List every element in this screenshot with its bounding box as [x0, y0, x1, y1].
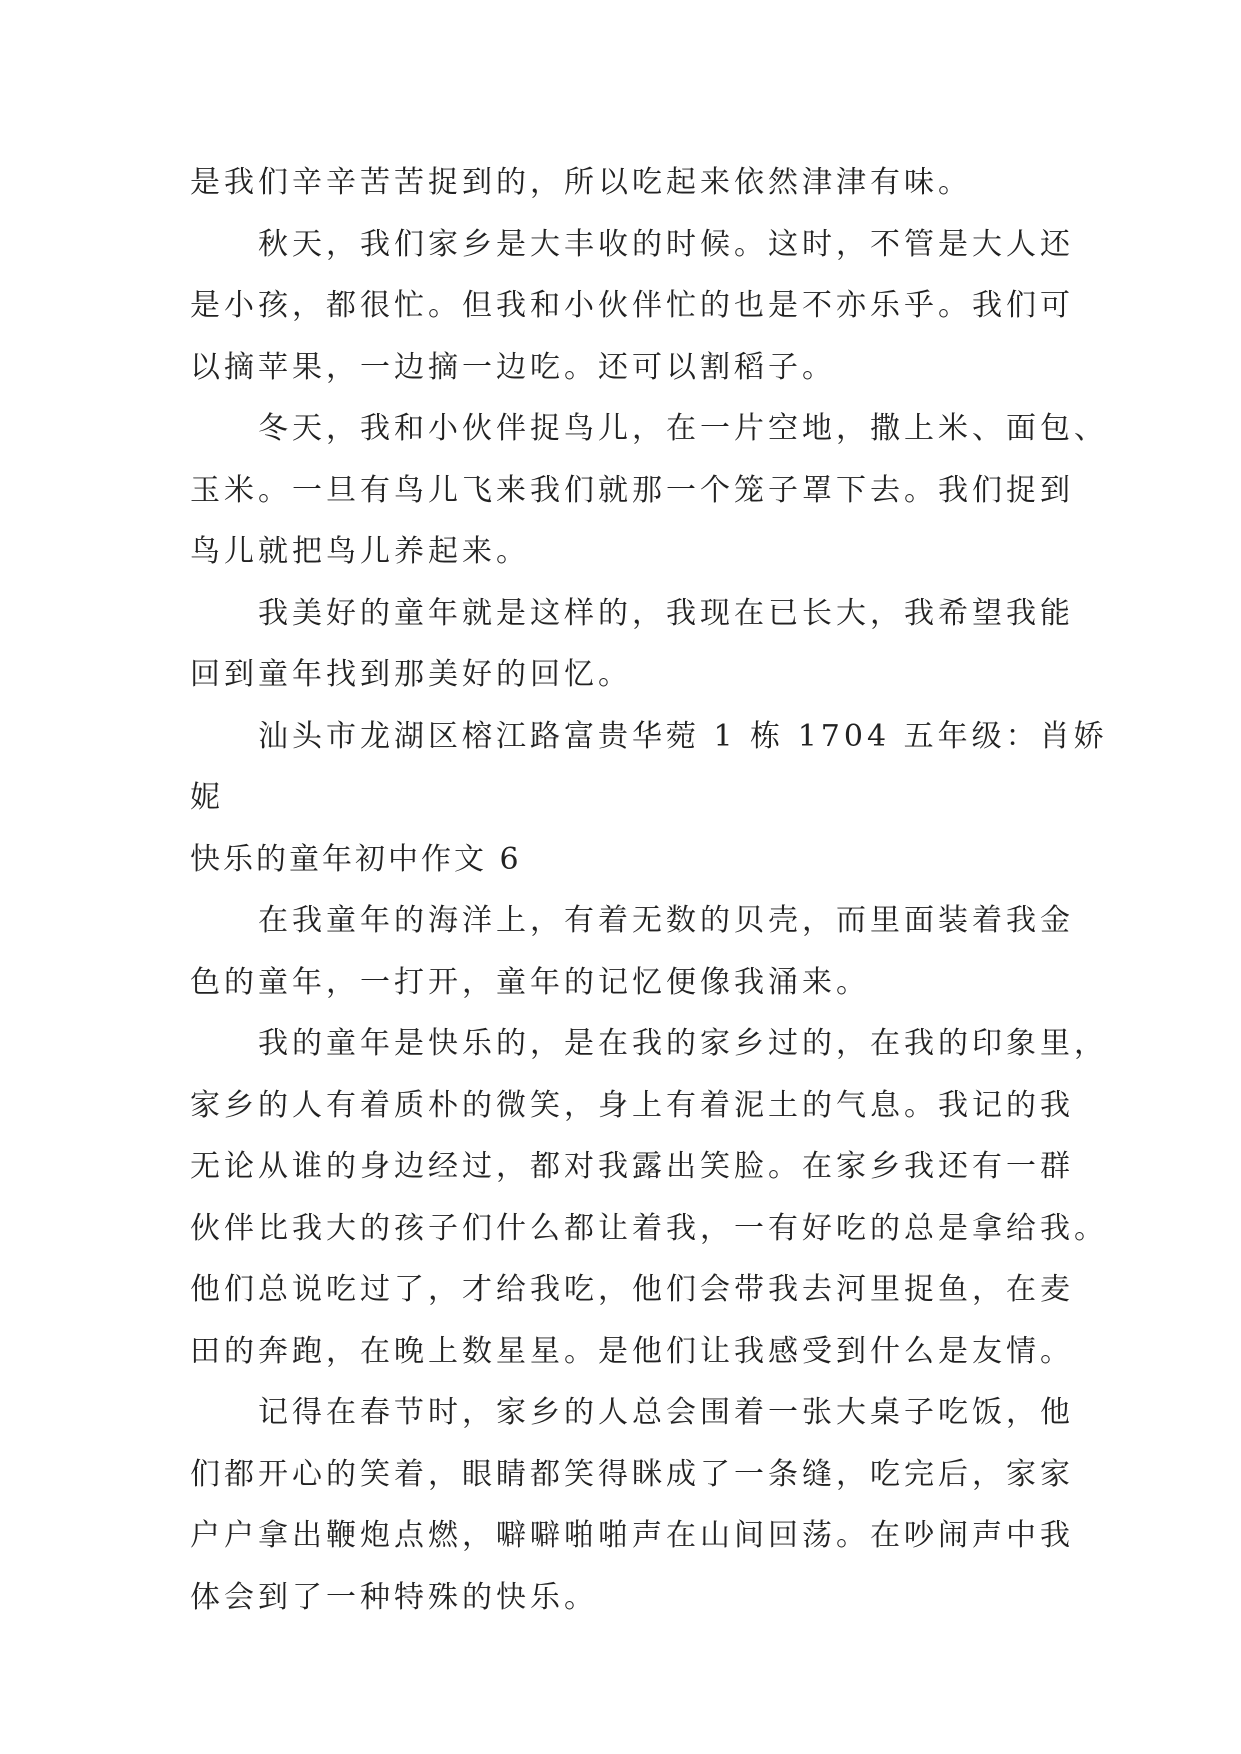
text-line: 户户拿出鞭炮点燃，噼噼啪啪声在山间回荡。在吵闹声中我 — [190, 1518, 1074, 1553]
section-title: 快乐的童年初中作文 6 — [190, 841, 522, 877]
text-line: 玉米。一旦有鸟儿飞来我们就那一个笼子罩下去。我们捉到 — [190, 472, 1074, 508]
text-line: 无论从谁的身边经过，都对我露出笑脸。在家乡我还有一群 — [190, 1149, 1074, 1184]
text-line: 鸟儿就把鸟儿养起来。 — [190, 534, 530, 569]
text-line: 记得在春节时，家乡的人总会围着一张大桌子吃饭，他 — [258, 1395, 1074, 1430]
text-line: 我美好的童年就是这样的，我现在已长大，我希望我能 — [258, 595, 1074, 631]
text-line: 们都开心的笑着，眼睛都笑得眯成了一条缝，吃完后，家家 — [190, 1456, 1074, 1492]
text-line: 家乡的人有着质朴的微笑，身上有着泥土的气息。我记的我 — [190, 1087, 1074, 1123]
text-line: 以摘苹果，一边摘一边吃。还可以割稻子。 — [190, 349, 836, 385]
text-line: 冬天，我和小伙伴捉鸟儿，在一片空地，撒上米、面包、 — [258, 411, 1108, 446]
text-line: 秋天，我们家乡是大丰收的时候。这时，不管是大人还 — [258, 226, 1074, 262]
text-line: 是小孩，都很忙。但我和小伙伴忙的也是不亦乐乎。我们可 — [190, 288, 1074, 323]
text-line: 他们总说吃过了，才给我吃，他们会带我去河里捉鱼，在麦 — [190, 1272, 1074, 1307]
text-line: 色的童年，一打开，童年的记忆便像我涌来。 — [190, 964, 870, 1000]
text-line: 伙伴比我大的孩子们什么都让着我，一有好吃的总是拿给我。 — [190, 1210, 1108, 1246]
text-line: 回到童年找到那美好的回忆。 — [190, 657, 632, 692]
text-line: 体会到了一种特殊的快乐。 — [190, 1579, 598, 1615]
document-page — [190, 152, 1108, 1628]
text-line: 田的奔跑，在晚上数星星。是他们让我感受到什么是友情。 — [190, 1333, 1074, 1369]
author-address-line: 汕头市龙湖区榕江路富贵华菀 1 栋 1704 五年级：肖娇 — [258, 718, 1108, 754]
author-address-line: 妮 — [190, 780, 224, 815]
text-line: 我的童年是快乐的，是在我的家乡过的，在我的印象里， — [258, 1026, 1108, 1061]
text-line: 在我童年的海洋上，有着无数的贝壳，而里面装着我金 — [258, 903, 1074, 938]
text-line: 是我们辛辛苦苦捉到的，所以吃起来依然津津有味。 — [190, 165, 972, 200]
